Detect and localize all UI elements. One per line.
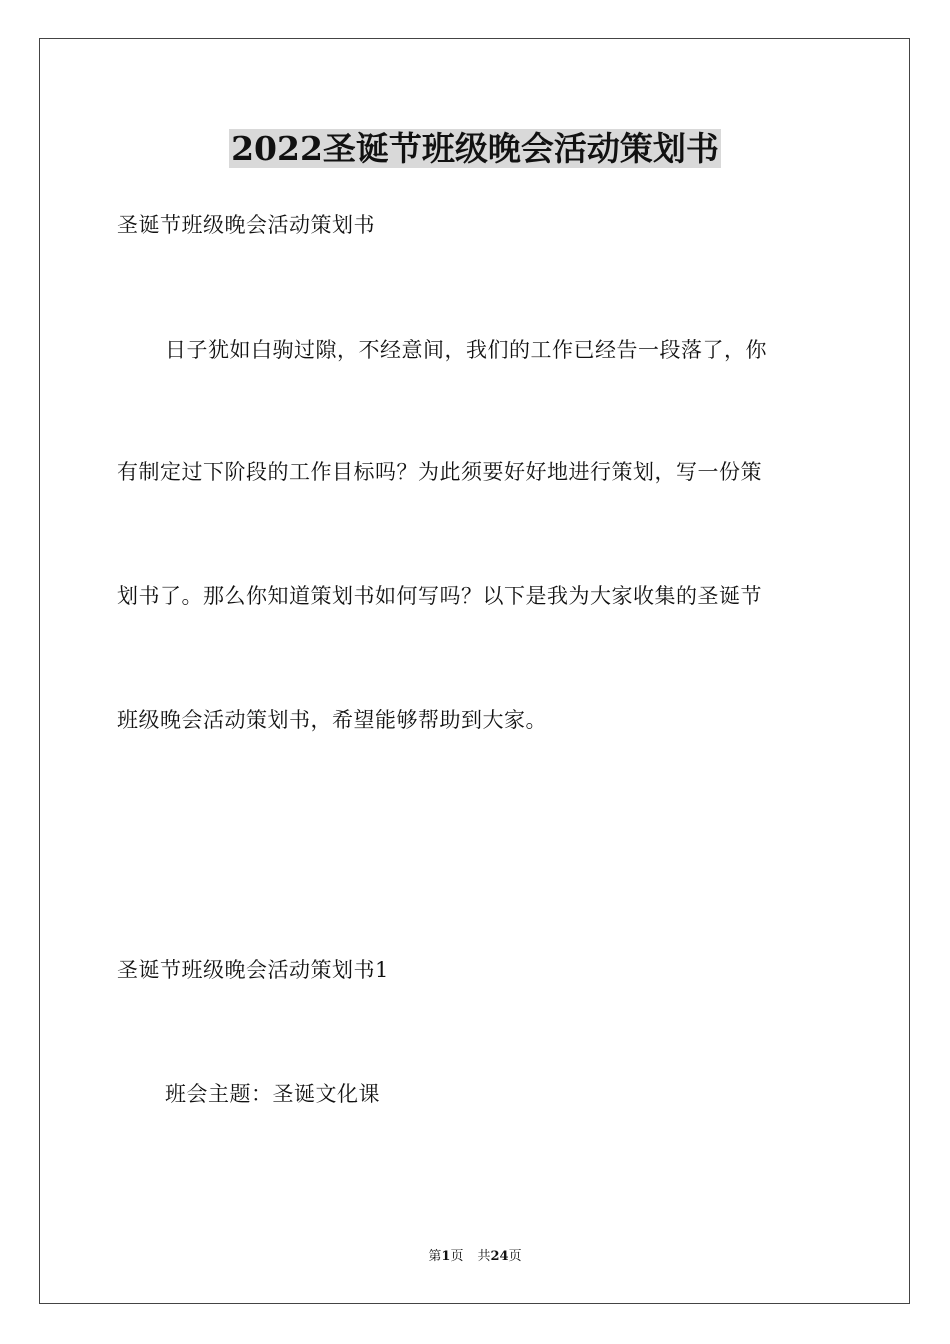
section-heading: 圣诞节班级晚会活动策划书1 [117, 958, 389, 982]
footer-total-suffix: 页 [508, 1249, 522, 1264]
document-subtitle: 圣诞节班级晚会活动策划书 [117, 213, 375, 237]
page-footer [0, 1249, 950, 1265]
intro-line-3: 划书了。那么你知道策划书如何写吗？以下是我为大家收集的圣诞节 [117, 584, 762, 608]
footer-page-prefix: 第 [428, 1249, 442, 1264]
footer-total-prefix: 共 [477, 1249, 491, 1264]
document-title [0, 128, 950, 170]
intro-line-1: 日子犹如白驹过隙，不经意间，我们的工作已经告一段落了，你 [165, 338, 767, 362]
intro-line-4: 班级晚会活动策划书，希望能够帮助到大家。 [117, 708, 547, 732]
footer-total-pages: 24 [490, 1249, 509, 1264]
theme-line: 班会主题：圣诞文化课 [165, 1082, 380, 1106]
intro-line-2: 有制定过下阶段的工作目标吗？为此须要好好地进行策划，写一份策 [117, 460, 762, 484]
footer-page-suffix: 页 [450, 1249, 464, 1264]
footer-page-number: 1 [441, 1249, 451, 1264]
document-title-text: 2022圣诞节班级晚会活动策划书 [231, 129, 719, 168]
